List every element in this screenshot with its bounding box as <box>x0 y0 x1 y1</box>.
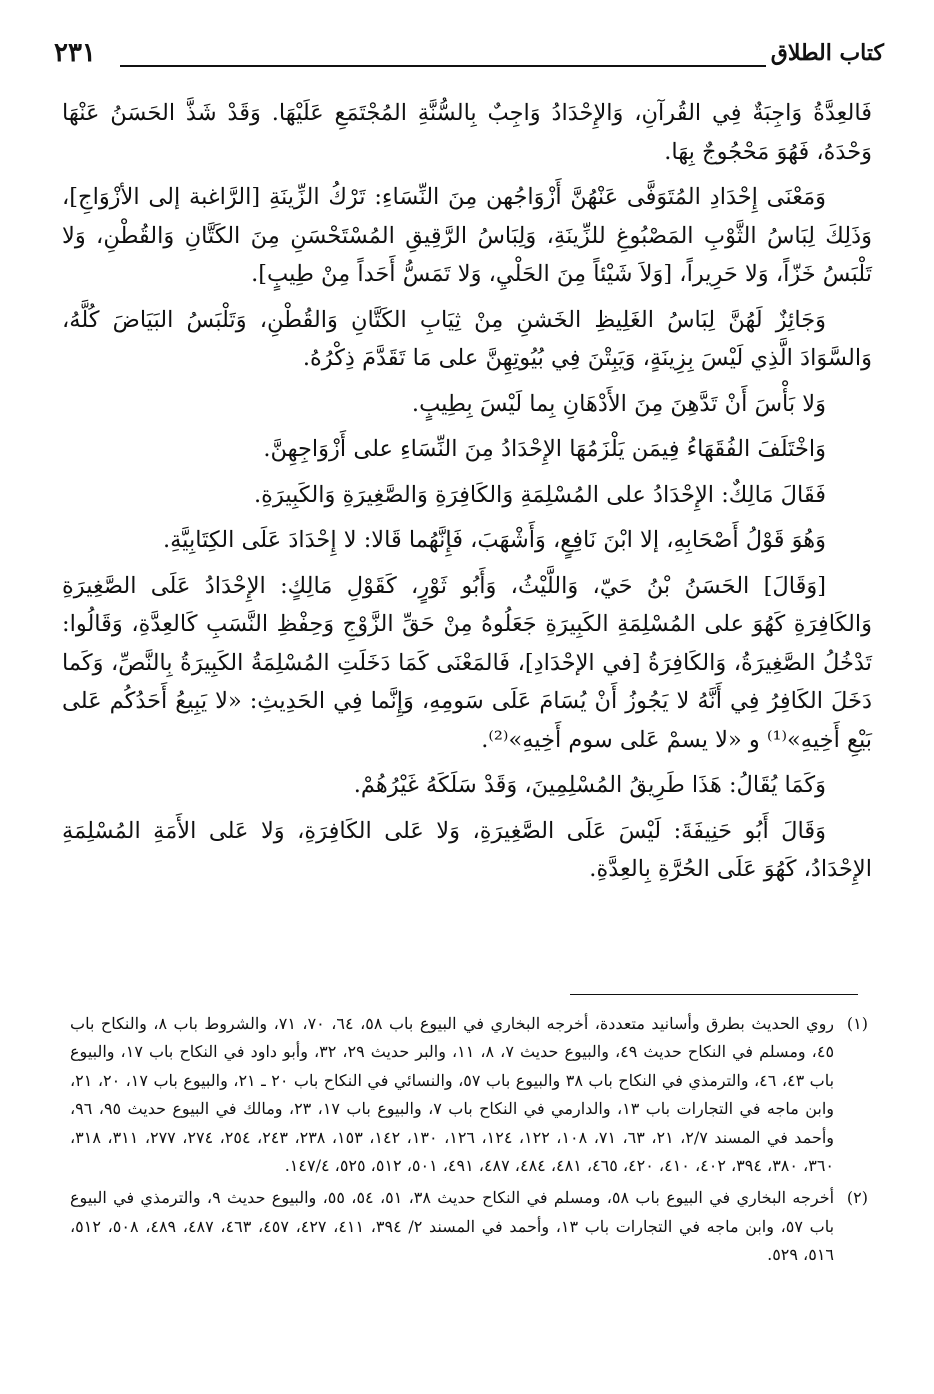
footnote <box>70 1184 868 1269</box>
running-title: كتاب الطلاق <box>770 40 884 66</box>
paragraph: فَالعِدَّةُ وَاجِبَةٌ فِي القُرآنِ، وَالإِحْدَادُ وَاجِبٌ بِالسُّنَّةِ المُجْتَمَعِ عَلَيْهَا. وَقَدْ شَذَّ الحَسَنُ عَنْهَا وَحْدَهُ، فَهُوَ مَحْجُوجٌ بِهَا. <box>62 100 872 165</box>
paragraph: فَقَالَ مَالِكٌ: الإِحْدَادُ على المُسْلِمَةِ وَالكَافِرَةِ وَالصَّغِيرَةِ وَالكَبِيرَةِ. <box>254 481 826 508</box>
paragraph: وَهُوَ قَوْلُ أَصْحَابِهِ، إلا ابْنَ نَافِعٍ، وَأَشْهَبَ، فَإِنَّهُما قَالا: لا إِحْدَادَ عَلَى الكِتَابِيَّةِ. <box>162 527 826 553</box>
footnotes <box>70 1010 868 1274</box>
footnote-number: (١) <box>846 1014 868 1033</box>
paragraph: وَاخْتَلَفَ الفُقَهَاءُ فِيمَن يَلْزَمُهَا الإِحْدَادُ مِنَ النِّسَاءِ على أَزْوَاجِهِنَّ. <box>263 436 826 462</box>
paragraph: [وَقَالَ] الحَسَنُ بْنُ حَيّ، وَاللَّيْثُ، وَأَبُو ثَوْرٍ، كَقَوْلِ مَالِكٍ: الإِحْدَادُ عَلَى الصَّغِيرَةِ وَالكَافِرَةِ كَهُوَ على المُسْلِمَةِ الكَبِيرَةِ جَعَلُوهُ مِنْ حَقِّ الزَّوْجِ وَحِفْظِ النَّسَبِ كَالعِدَّةِ، وَقَالُوا: تَدْخُلُ الصَّغِيرَةُ، وَالكَافِرَةُ [في الإحْدَادِ]، فَالمَعْنَى كَمَا دَخَلَتِ المُسْلِمَةُ الكَبِيرَةُ بِالنَّصِّ، وَكَما دَخَلَ الكَافِرُ فِي أَنَّهُ لا يَجُوزُ أَنْ يُسَامَ عَلَى سَومِهِ، وَإِنَّما فِي الحَدِيثِ: «لا يَبِيعُ أَحَدُكُم عَلى بَيْعِ أَخِيهِ»⁽¹⁾ و «لا يسمْ عَلى سوم أَخِيهِ»⁽²⁾. <box>62 572 872 753</box>
main-text <box>62 94 872 896</box>
page-number: ٢٣١ <box>54 38 96 68</box>
footnote-separator <box>570 994 858 995</box>
paragraph: وَمَعْنَى إِحْدَادِ المُتَوَفَّى عَنْهُنَّ أَزْوَاجُهن مِنَ النِّسَاءِ: تَرْكُ الزِّينَةِ [الرَّاغبة إلى الأزْوَاجِ]، وَذَلِكَ لِبَاسُ الثَّوْبِ المَصْبُوغِ للزِّينَةِ، وَلِبَاسُ الرَّقِيقِ المُسْتَحْسَنِ مِنَ الكَتَّانِ وَالقُطْنِ، وَلا تَلْبَسُ خَزّاً، وَلا حَرِيراً، [وَلاَ شَيْئاً مِنَ الحَلْيِ، وَلا تَمَسُّ أَحَداً مِنْ طِيبٍ]. <box>62 184 872 287</box>
paragraph: وَكَمَا يُقَالُ: هَذَا طَرِيقُ المُسْلِمِينَ، وَقَدْ سَلَكَهُ غَيْرُهُمْ. <box>353 772 826 798</box>
page-header <box>50 38 884 74</box>
footnote-text: روي الحديث بطرق وأسانيد متعددة، أخرجه البخاري في البيوع باب ٥٨، ٦٤، ٧٠، ٧١، والشروط باب ٨، والنكاح باب ٤٥، ومسلم في النكاح حديث ٤٩، والبيوع حديث ٧، ٨، ١١، والبر حديث ٢٩، ٣٢، وأبو داود في النكاح باب ١٧، والبيوع باب ٤٣، ٤٦، والترمذي في النكاح باب ٣٨ والبيوع باب ٥٧، والنسائي في النكاح باب ٢٠ ـ ٢١، والبيوع باب ١٧، ٢٠، ٢١، وابن ماجه في التجارات باب ١٣، والدارمي في النكاح باب ٧، والبيوع باب ١٧، ٢٣، ومالك في البيوع حديث ٩٥، ٩٦، وأحمد في المسند ٢/٧، ٢١، ٦٣، ٧١، ١٠٨، ١٢٢، ١٢٤، ١٢٦، ١٣٠، ١٤٢، ١٥٣، ٢٣٨، ٢٤٣، ٢٥٤، ٢٧٤، ٢٧٧، ٣١١، ٣١٨، ٣٦٠، ٣٨٠، ٣٩٤، ٤٠٢، ٤١٠، ٤٢٠، ٤٦٥، ٤٨١، ٤٨٤، ٤٨٧، ٤٩١، ٥٠١، ٥١٢، ٥٢٥، ١٤٧/٤. <box>70 1014 835 1176</box>
paragraph: وَلا بَأْسَ أَنْ تَدَّهِنَ مِنَ الأَدْهَانِ بِما لَيْسَ بِطِيبٍ. <box>411 390 826 417</box>
footnote-text: أخرجه البخاري في البيوع باب ٥٨، ومسلم في النكاح حديث ٣٨، ٥١، ٥٤، ٥٥، والبيوع حديث ٩، والترمذي في البيوع باب ٥٧، وابن ماجه في التجارات باب ١٣، وأحمد في المسند ٢/ ٣٩٤، ٤١١، ٤٢٧، ٤٥٧، ٤٦٣، ٤٨٧، ٤٨٩، ٥٠٨، ٥١٢، ٥١٦، ٥٢٩. <box>70 1188 835 1265</box>
paragraph: وَقَالَ أَبُو حَنِيفَةَ: لَيْسَ عَلَى الصَّغِيرَةِ، وَلا عَلى الكَافِرَةِ، وَلا عَلى الأَمَةِ المُسْلِمَةِ الإِحْدَادُ، كَهُوَ عَلَى الحُرَّةِ بِالعِدَّةِ. <box>62 817 872 882</box>
footnote <box>70 1010 868 1180</box>
header-rule <box>120 65 766 67</box>
footnote-number: (٢) <box>846 1188 868 1208</box>
paragraph: وَجَائِزٌ لَهُنَّ لِبَاسُ الغَلِيظِ الخَشنِ مِنْ ثِيَابِ الكَتَّانِ وَالقُطْنِ، وَتَلْبَسُ البَيَاضَ كُلَّهُ، وَالسَّوَادَ الَّذِي لَيْسَ بِزِينَةٍ، وَيَبِتْنَ فِي بُيُوتِهِنَّ على مَا تَقَدَّمَ ذِكْرُهُ. <box>62 306 872 371</box>
